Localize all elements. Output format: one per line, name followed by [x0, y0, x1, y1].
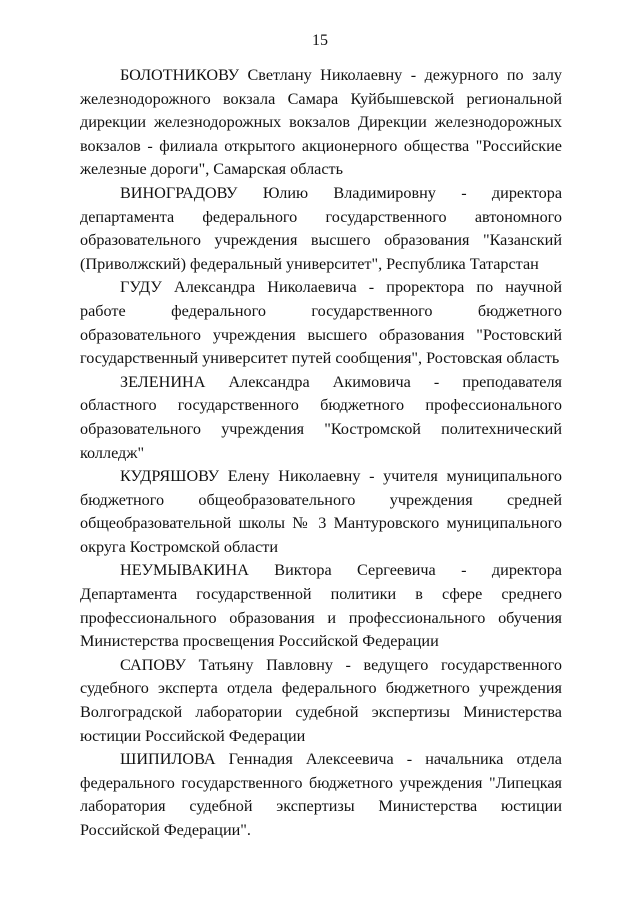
award-list: [80, 64, 562, 843]
award-entry-sapova: САПОВУ Татьяну Павловну - ведущего государственного судебного эксперта отдела федерального бюджетного учреждения Волгоградской лаборатории судебной экспертизы Министерства юстиции Российской Федерации: [80, 655, 562, 745]
page-number: 15: [312, 32, 328, 49]
award-entry-vinogradova: ВИНОГРАДОВУ Юлию Владимировну - директора департамента федерального государственного автономного образовательного учреждения высшего образования "Казанский (Приволжский) федеральный университет", Республика Татарстан: [80, 183, 562, 273]
award-entry-shipilova: ШИПИЛОВА Геннадия Алексеевича - начальника отдела федерального государственного бюджетного учреждения "Липецкая лаборатория судебной экспертизы Министерства юстиции Российской Федерации".: [80, 750, 562, 839]
award-entry-neumyvakina: НЕУМЫВАКИНА Виктора Сергеевича - директора Департамента государственной политики в сфере среднего профессионального образования и профессионального обучения Министерства просвещения Российской Федерации: [80, 561, 562, 651]
award-entry-bolotnikova: БОЛОТНИКОВУ Светлану Николаевну - дежурного по залу железнодорожного вокзала Самара Куйбышевской региональной дирекции железнодорожных вокзалов Дирекции железнодорожных вокзалов - филиала открытого акционерного общества "Российские железные дороги", Самарская область: [80, 66, 562, 179]
award-entry-zelenina: ЗЕЛЕНИНА Александра Акимовича - преподавателя областного государственного бюджетного профессионального образовательного учреждения "Костромской политехнический колледж": [80, 372, 562, 462]
award-entry-guda: ГУДУ Александра Николаевича - проректора по научной работе федерального государственного бюджетного образовательного учреждения высшего образования "Ростовский государственный университет путей сообщения", Ростовская область: [80, 278, 562, 368]
award-entry-kudryashova: КУДРЯШОВУ Елену Николаевну - учителя муниципального бюджетного общеобразовательного учреждения средней общеобразовательной школы № 3 Мантуровского муниципального округа Костромской области: [80, 467, 562, 556]
